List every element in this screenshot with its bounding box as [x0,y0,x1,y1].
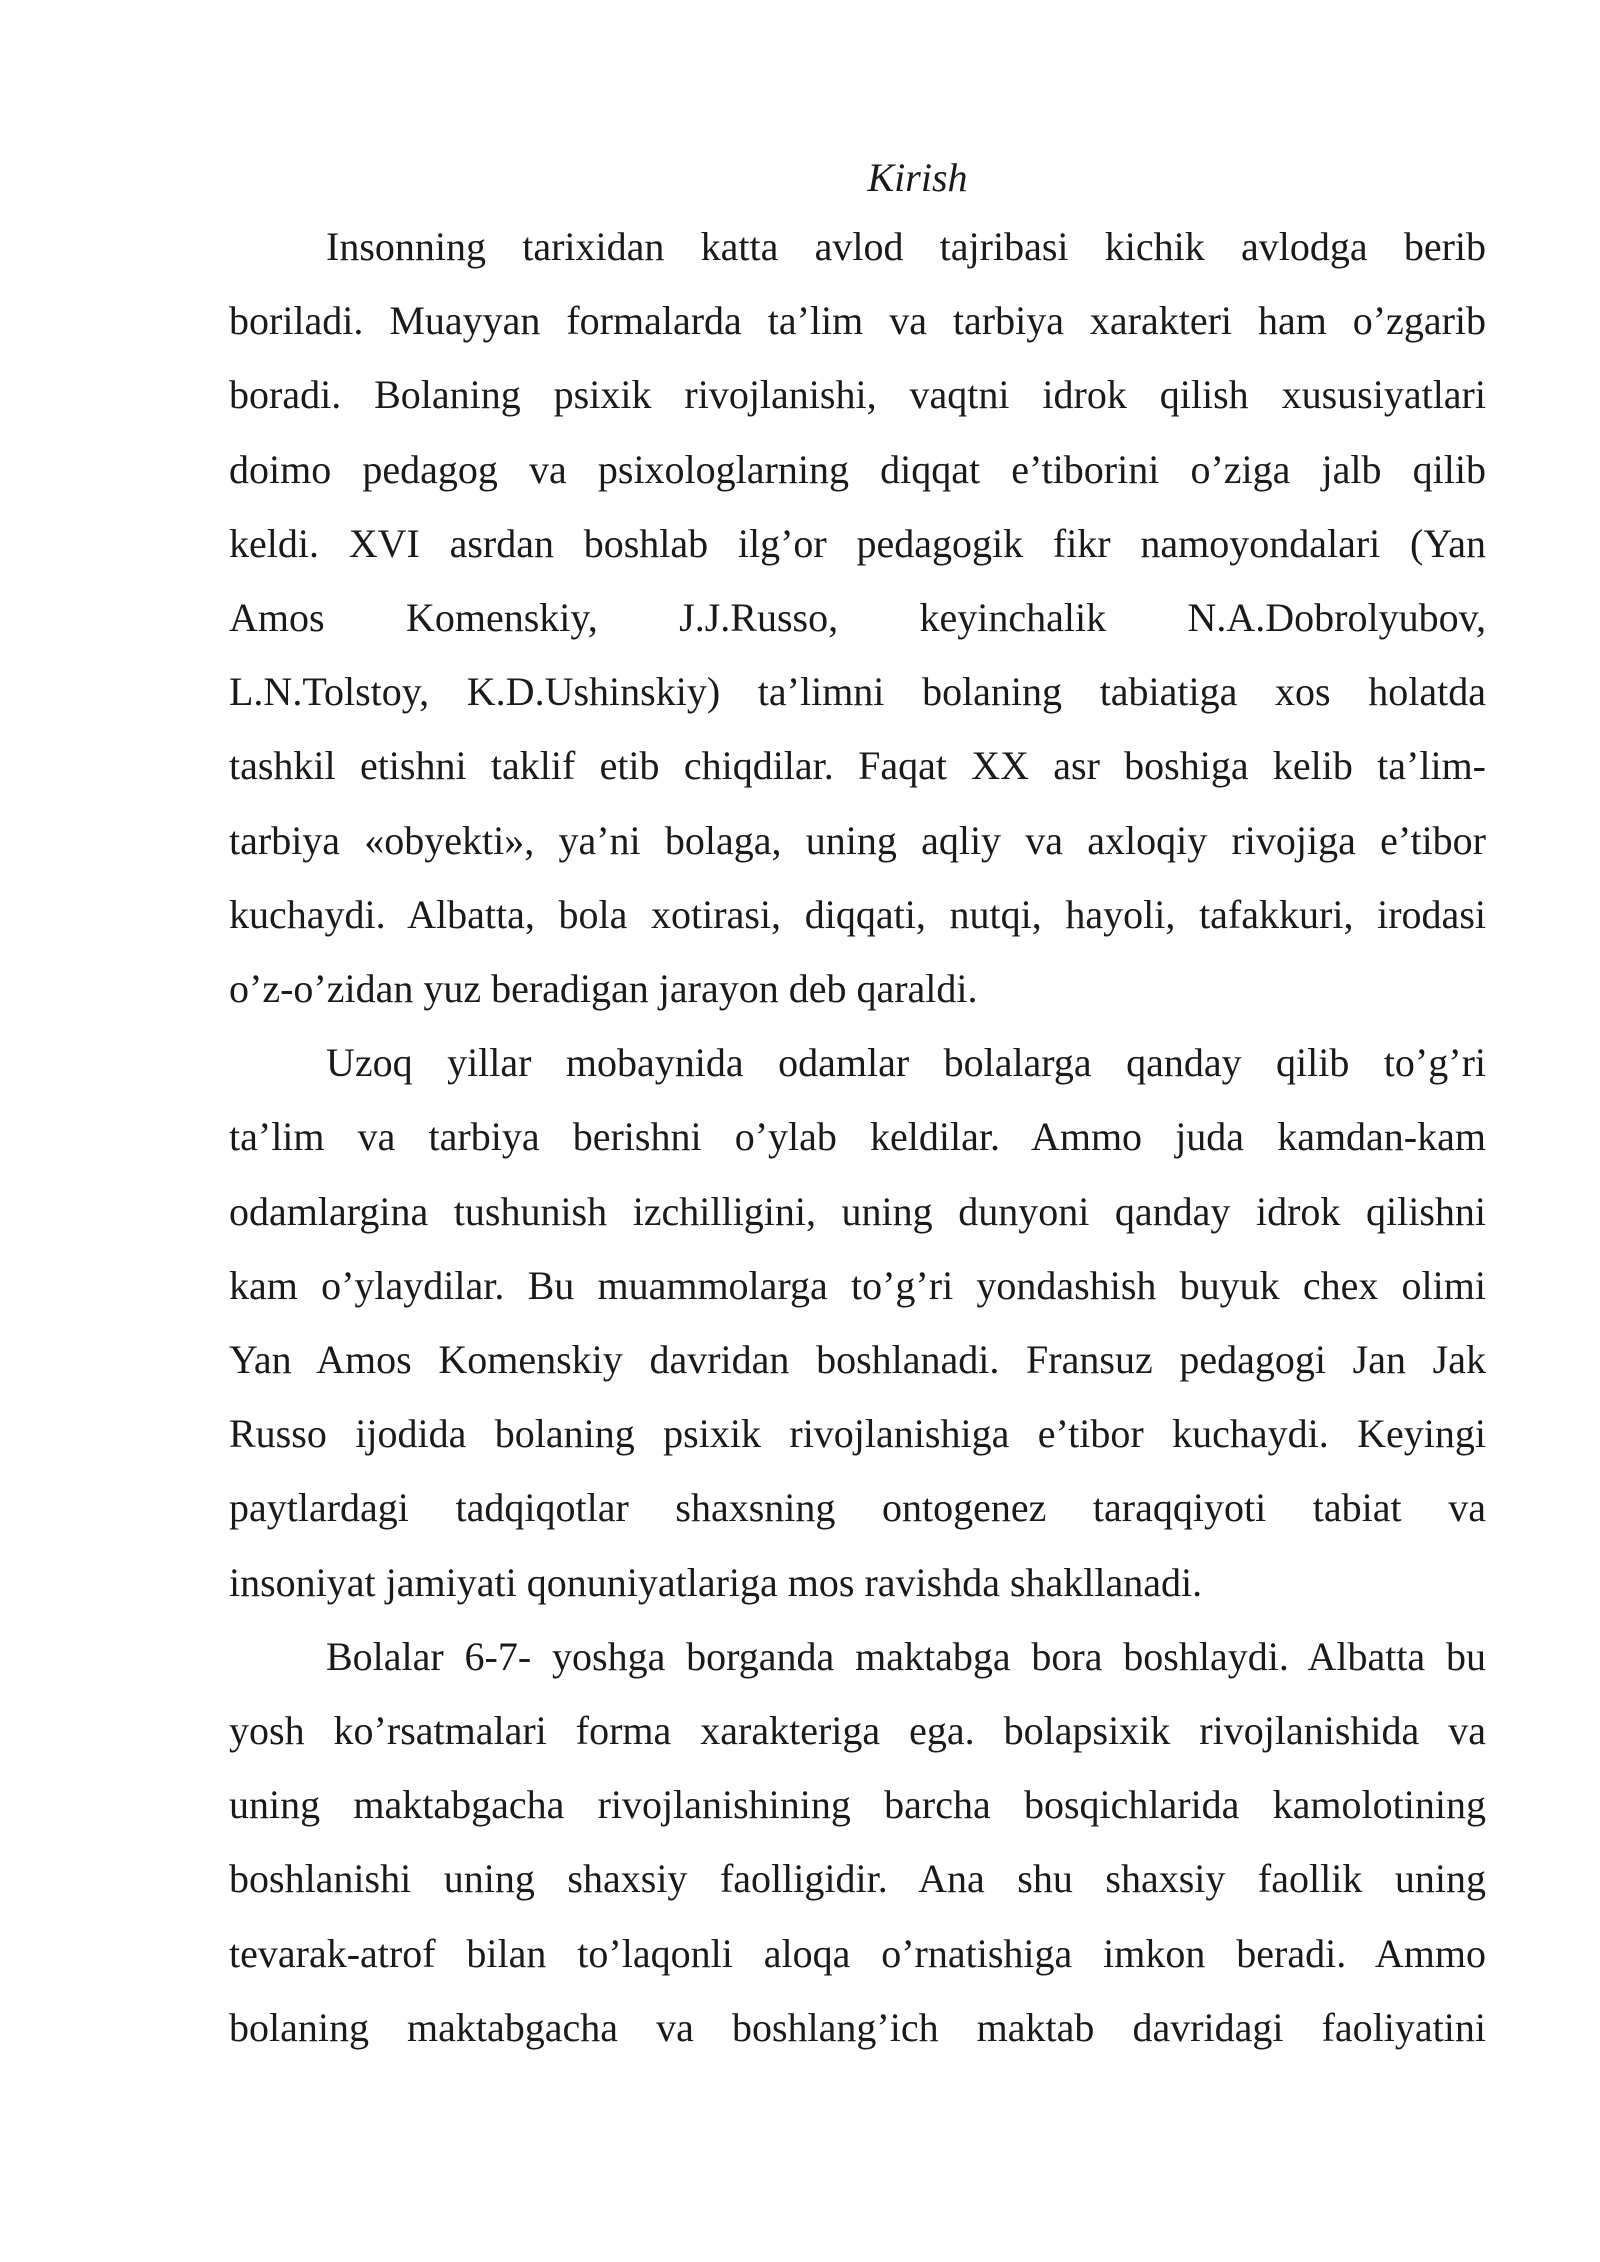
paragraph-1 [229,210,1486,1026]
text-line: doimo pedagog va psixologlarning diqqat e’tiborini o’ziga jalb qilib [229,446,1486,492]
text-line: L.N.Tolstoy, K.D.Ushinskiy) ta’limni bolaning tabiatiga xos holatda [229,669,1486,715]
text-line: paytlardagi tadqiqotlar shaxsning ontogenez taraqqiyoti tabiat va [229,1485,1486,1531]
text-line: Russo ijodida bolaning psixik rivojlanishiga e’tibor kuchaydi. Keyingi [229,1411,1486,1457]
text-line: tarbiya «obyekti», ya’ni bolaga, uning aqliy va axloqiy rivojiga e’tibor [229,817,1486,863]
text-line: Uzoq yillar mobaynida odamlar bolalarga qanday qilib to’g’ri [326,1040,1486,1086]
text-line: odamlargina tushunish izchilligini, uning dunyoni qanday idrok qilishni [229,1188,1486,1234]
text-line: tashkil etishni taklif etib chiqdilar. Faqat XX asr boshiga kelib ta’lim- [229,743,1486,789]
text-line: Insonning tarixidan katta avlod tajribasi kichik avlodga berib [326,224,1486,269]
text-line: uning maktabgacha rivojlanishining barcha bosqichlarida kamolotining [229,1782,1486,1828]
document-body [229,146,1486,2065]
text-line: boshlanishi uning shaxsiy faolligidir. Ana shu shaxsiy faollik uning [229,1856,1486,1902]
text-line: insoniyat jamiyati qonuniyatlariga mos ravishda shakllanadi. [229,1559,1203,1605]
document-title: Kirish [867,155,968,200]
text-line: kuchaydi. Albatta, bola xotirasi, diqqati, nutqi, hayoli, tafakkuri, irodasi [229,891,1486,937]
text-line: boriladi. Muayyan formalarda ta’lim va tarbiya xarakteri ham o’zgarib [229,298,1486,344]
text-line: keldi. XVI asrdan boshlab ilg’or pedagogik fikr namoyondalari (Yan [229,520,1486,566]
text-line: bolaning maktabgacha va boshlang’ich maktab davridagi faoliyatini [229,2004,1486,2050]
text-line: tevarak-atrof bilan to’laqonli aloqa o’rnatishiga imkon beradi. Ammo [229,1930,1486,1976]
text-line: Bolalar 6-7- yoshga borganda maktabga bora boshlaydi. Albatta bu [326,1633,1486,1679]
paragraph-2 [229,1026,1486,1620]
text-line: ta’lim va tarbiya berishni o’ylab keldilar. Ammo juda kamdan-kam [229,1114,1486,1160]
paragraph-3 [229,1620,1486,2065]
text-line: boradi. Bolaning psixik rivojlanishi, vaqtni idrok qilish xususiyatlari [229,372,1486,418]
text-line: kam o’ylaydilar. Bu muammolarga to’g’ri yondashish buyuk chex olimi [229,1262,1486,1308]
text-line: yosh ko’rsatmalari forma xarakteriga ega. bolapsixik rivojlanishida va [229,1708,1486,1754]
text-line: o’z-o’zidan yuz beradigan jarayon deb qaraldi. [229,966,978,1012]
text-line: Amos Komenskiy, J.J.Russo, keyinchalik N.A.Dobrolyubov, [229,595,1486,641]
text-line: Yan Amos Komenskiy davridan boshlanadi. Fransuz pedagogi Jan Jak [229,1337,1486,1383]
